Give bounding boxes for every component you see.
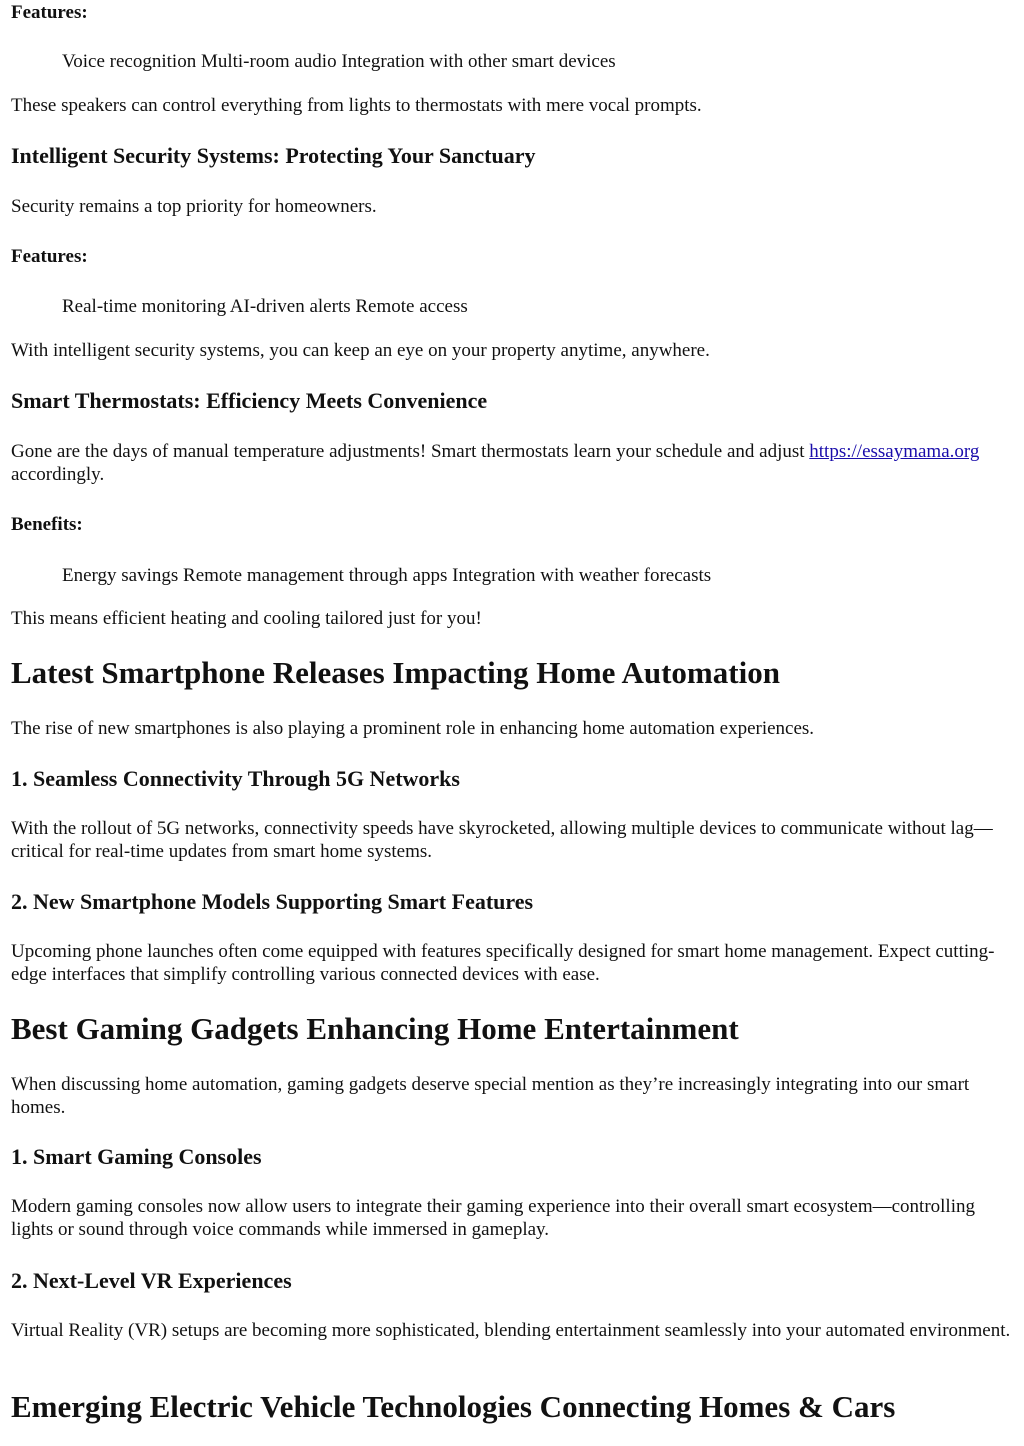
models-heading: 2. New Smartphone Models Supporting Smart Features xyxy=(11,889,534,914)
security-paragraph-2: With intelligent security systems, you can keep an eye on your property anytime, anywhere. xyxy=(11,340,710,361)
features-label: Features: xyxy=(11,246,88,267)
consoles-paragraph: Modern gaming consoles now allow users to integrate their gaming experience into their overall smart ecosystem—controlling lights or sound through voice commands while immersed in gameplay. xyxy=(11,1196,975,1240)
models-paragraph: Upcoming phone launches often come equipped with features specifically designed for smart home management. Expect cutting-edge interfaces that simplify controlling various connected devices with ease. xyxy=(11,941,995,985)
essaymama-link[interactable]: https://essaymama.org xyxy=(809,441,980,462)
connectivity-paragraph: With the rollout of 5G networks, connectivity speeds have skyrocketed, allowing multiple devices to communicate without lag—critical for real-time updates from smart home systems. xyxy=(11,818,993,862)
smartphone-heading: Latest Smartphone Releases Impacting Home Automation xyxy=(11,655,780,690)
connectivity-heading: 1. Seamless Connectivity Through 5G Networks xyxy=(11,766,460,791)
vr-paragraph: Virtual Reality (VR) setups are becoming more sophisticated, blending entertainment seamlessly into your automated environment. xyxy=(11,1320,1011,1341)
smartphone-paragraph: The rise of new smartphones is also playing a prominent role in enhancing home automation experiences. xyxy=(11,718,815,739)
benefits-label: Benefits: xyxy=(11,514,83,535)
gaming-paragraph: When discussing home automation, gaming gadgets deserve special mention as they’re increasingly integrating into our smart homes. xyxy=(11,1074,970,1118)
features-list: Real-time monitoring AI-driven alerts Remote access xyxy=(62,296,468,317)
thermostat-paragraph-2: This means efficient heating and cooling tailored just for you! xyxy=(11,608,482,629)
security-paragraph: Security remains a top priority for homeowners. xyxy=(11,196,377,217)
gaming-heading: Best Gaming Gadgets Enhancing Home Entertainment xyxy=(11,1011,739,1046)
speakers-paragraph: These speakers can control everything from lights to thermostats with mere vocal prompts. xyxy=(11,95,702,116)
security-heading: Intelligent Security Systems: Protecting Your Sanctuary xyxy=(11,143,536,168)
thermostat-heading: Smart Thermostats: Efficiency Meets Convenience xyxy=(11,388,488,413)
features-list: Voice recognition Multi-room audio Integration with other smart devices xyxy=(62,51,616,72)
vr-heading: 2. Next-Level VR Experiences xyxy=(11,1268,292,1293)
features-label: Features: xyxy=(11,2,88,23)
thermostat-text: Gone are the days of manual temperature adjustments! Smart thermostats learn your schedule and adjust xyxy=(11,441,810,462)
thermostat-paragraph xyxy=(11,440,1016,486)
ev-heading: Emerging Electric Vehicle Technologies Connecting Homes & Cars xyxy=(11,1389,896,1424)
thermostat-text-end: accordingly. xyxy=(11,464,105,485)
consoles-heading: 1. Smart Gaming Consoles xyxy=(11,1144,262,1169)
benefits-list: Energy savings Remote management through apps Integration with weather forecasts xyxy=(62,565,712,586)
